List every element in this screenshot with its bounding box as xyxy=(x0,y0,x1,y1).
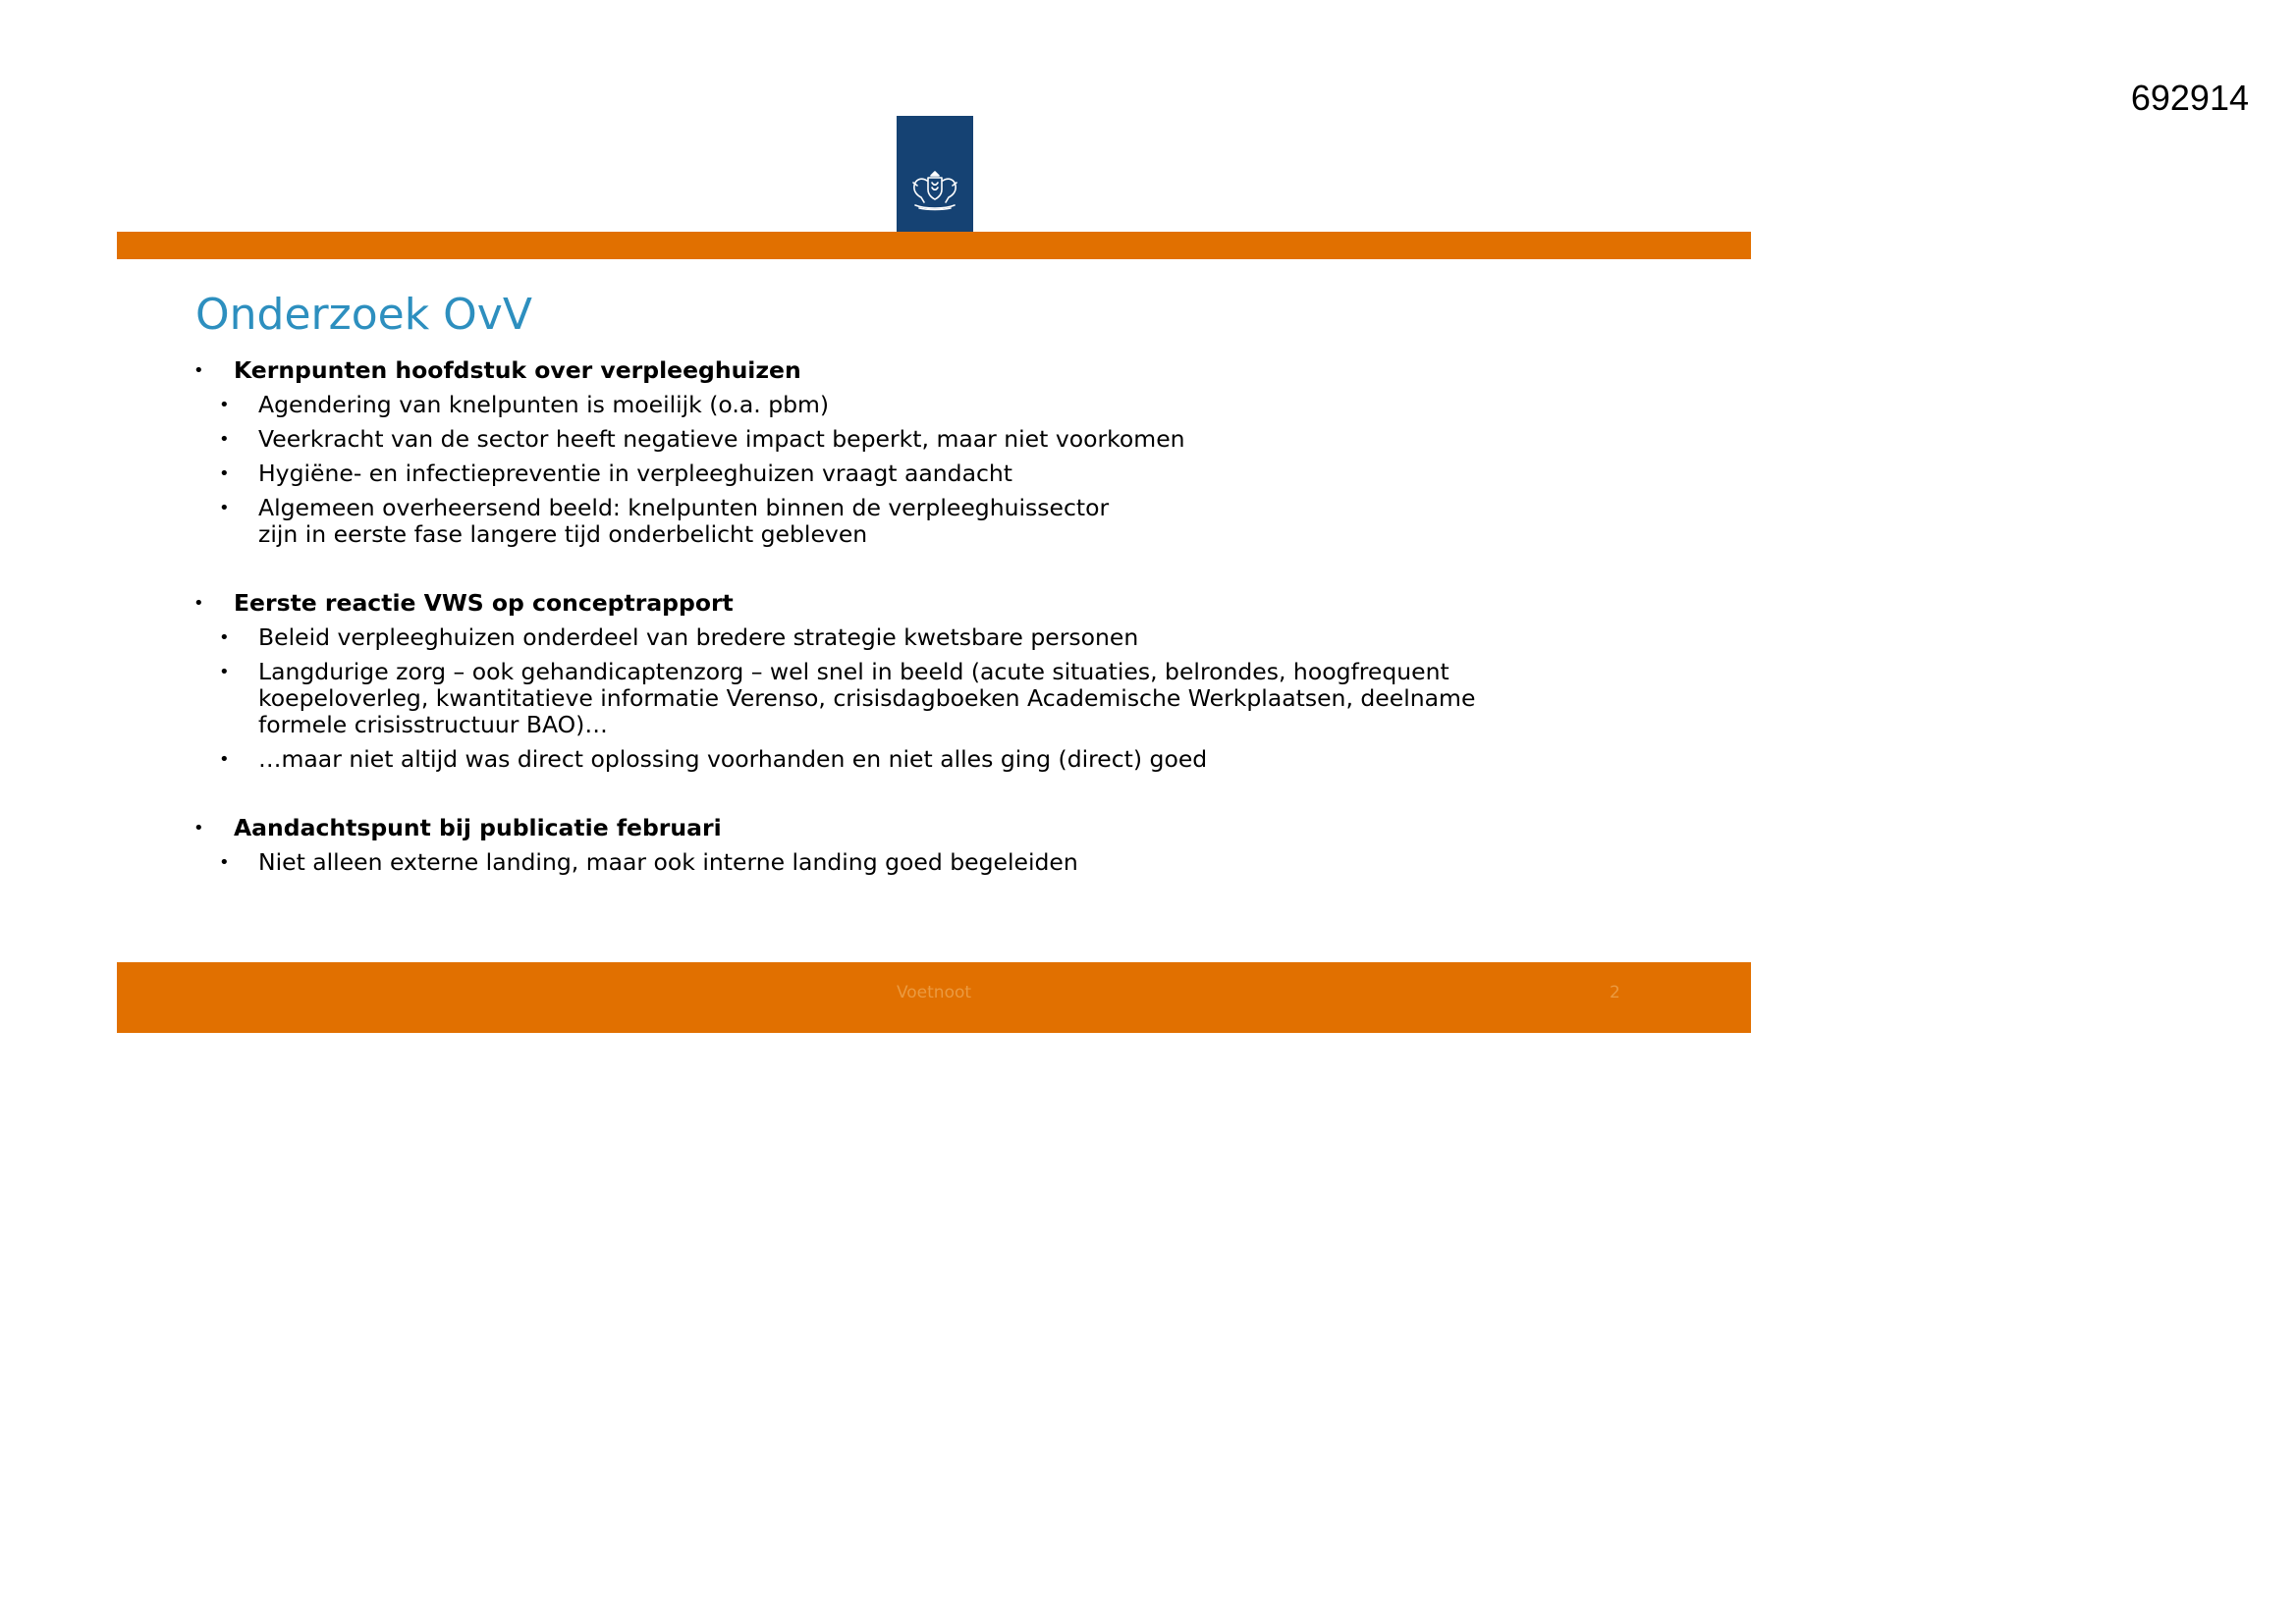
royal-coat-of-arms-icon xyxy=(907,169,962,212)
bullet-text-line: • Hygiëne- en infectiepreventie in verpleeghuizen vraagt aandacht xyxy=(258,460,1013,487)
section-heading: Aandachtspunt bij publicatie februari xyxy=(234,814,722,841)
footer-band xyxy=(117,962,1751,1033)
bullet-text-line: • Niet alleen externe landing, maar ook interne landing goed begeleiden xyxy=(258,848,1078,876)
bullet-item xyxy=(191,849,1704,876)
bullet-list xyxy=(234,624,1704,773)
footer-label: Voetnoot xyxy=(896,983,972,1002)
document-number: 692914 xyxy=(2130,78,2249,118)
bullet-list xyxy=(234,849,1704,876)
bullet-item xyxy=(191,624,1704,651)
slide-content xyxy=(191,357,1704,876)
bullet-item xyxy=(191,392,1704,418)
section-item xyxy=(191,357,1704,548)
page-number: 2 xyxy=(1610,983,1620,1002)
bullet-item xyxy=(191,495,1704,548)
bullet-text-line: zijn in eerste fase langere tijd onderbelicht gebleven xyxy=(258,520,868,548)
bullet-text-line: • …maar niet altijd was direct oplossing voorhanden en niet alles ging (direct) goed xyxy=(258,745,1208,773)
slide-title: Onderzoek OvV xyxy=(195,290,532,340)
bullet-item xyxy=(191,746,1704,773)
bullet-text-line: formele crisisstructuur BAO)… xyxy=(258,711,608,738)
section-item xyxy=(191,590,1704,773)
section-item xyxy=(191,815,1704,876)
header-band xyxy=(117,232,1751,259)
bullet-text-line: • Beleid verpleeghuizen onderdeel van bredere strategie kwetsbare personen xyxy=(258,623,1139,651)
bullet-text-line: koepeloverleg, kwantitatieve informatie Verenso, crisisdagboeken Academische Werkplaatsen, deelname xyxy=(258,684,1476,712)
bullet-text-line: • Veerkracht van de sector heeft negatieve impact beperkt, maar niet voorkomen xyxy=(258,425,1185,453)
bullet-item xyxy=(191,426,1704,453)
bullet-list xyxy=(234,392,1704,548)
section-heading: Eerste reactie VWS op conceptrapport xyxy=(234,589,734,617)
section-heading: Kernpunten hoofdstuk over verpleeghuizen xyxy=(234,356,801,384)
bullet-text-line: • Agendering van knelpunten is moeilijk (o.a. pbm) xyxy=(258,391,830,418)
bullet-item xyxy=(191,460,1704,487)
bullet-text-line: • Langdurige zorg – ook gehandicaptenzorg – wel snel in beeld (acute situaties, belrondes, hoogfrequent xyxy=(258,658,1449,685)
section-list xyxy=(191,357,1704,876)
logo xyxy=(897,116,973,232)
bullet-item xyxy=(191,659,1704,738)
bullet-text-line: • Algemeen overheersend beeld: knelpunten binnen de verpleeghuissector xyxy=(258,494,1110,521)
